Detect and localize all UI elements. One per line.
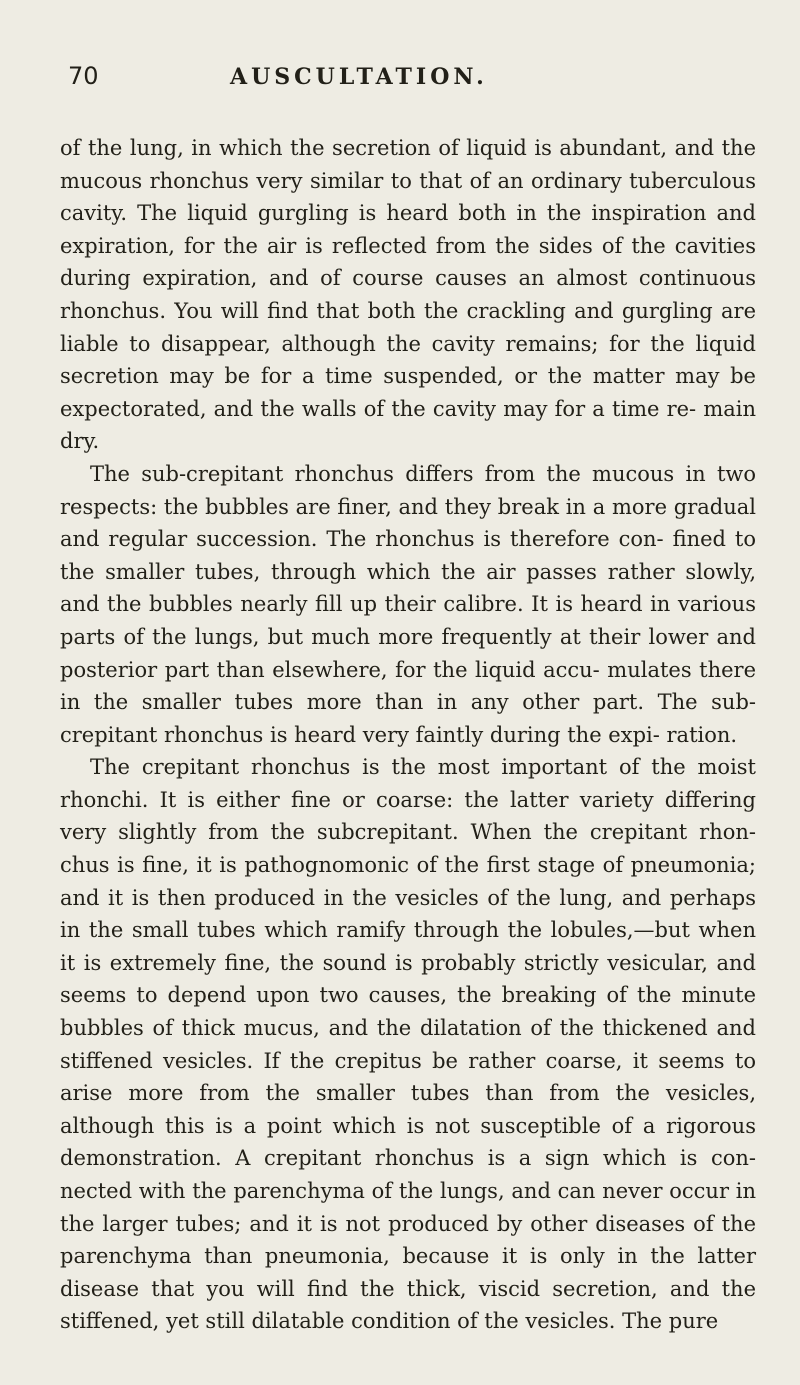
- page-number: 70: [68, 62, 99, 90]
- paragraph-continuation: of the lung, in which the secretion of liquid is abundant, and the mucous rhonchus very similar to that of an ordinary tuberculous cavity. The liquid gurgling is heard both in the inspiration and expiration, for the air is reflected from the sides of the cavities during expiration, and of course causes an almost continuous rhonchus. You will find that both the crackling and gurgling are liable to disappear, although the cavity remains; for the liquid secretion may be for a time suspended, or the matter may be expectorated, and the walls of the cavity may for a time re- main dry.: [60, 136, 756, 454]
- body-text: [60, 132, 756, 1338]
- running-head: [60, 62, 756, 92]
- running-title: AUSCULTATION.: [230, 64, 488, 90]
- paragraph-crepitant: The crepitant rhonchus is the most important of the moist rhonchi. It is either fine or coarse: the latter variety differing very slightly from the subcrepitant. When the crepitant rhon- chus is fine, it is pathognomonic of the first stage of pneumonia; and it is then produced in the vesicles of the lung, and perhaps in the small tubes which ramify through the lobules,—but when it is extremely fine, the sound is probably strictly vesicular, and seems to depend upon two causes, the breaking of the minute bubbles of thick mucus, and the dilatation of the thickened and stiffened vesicles. If the crepitus be rather coarse, it seems to arise more from the smaller tubes than from the vesicles, although this is a point which is not susceptible of a rigorous demonstration. A crepitant rhonchus is a sign which is con- nected with the parenchyma of the lungs, and can never occur in the larger tubes; and it is not produced by other diseases of the parenchyma than pneumonia, because it is only in the latter disease that you will find the thick, viscid secretion, and the stiffened, yet still dilatable condition of the vesicles. The pure: [60, 755, 756, 1334]
- paragraph-subcrepitant: The sub-crepitant rhonchus differs from the mucous in two respects: the bubbles are finer, and they break in a more gradual and regular succession. The rhonchus is therefore con- fined to the smaller tubes, through which the air passes rather slowly, and the bubbles nearly fill up their calibre. It is heard in various parts of the lungs, but much more frequently at their lower and posterior part than elsewhere, for the liquid accu- mulates there in the smaller tubes more than in any other part. The sub-crepitant rhonchus is heard very faintly during the expi- ration.: [60, 461, 756, 747]
